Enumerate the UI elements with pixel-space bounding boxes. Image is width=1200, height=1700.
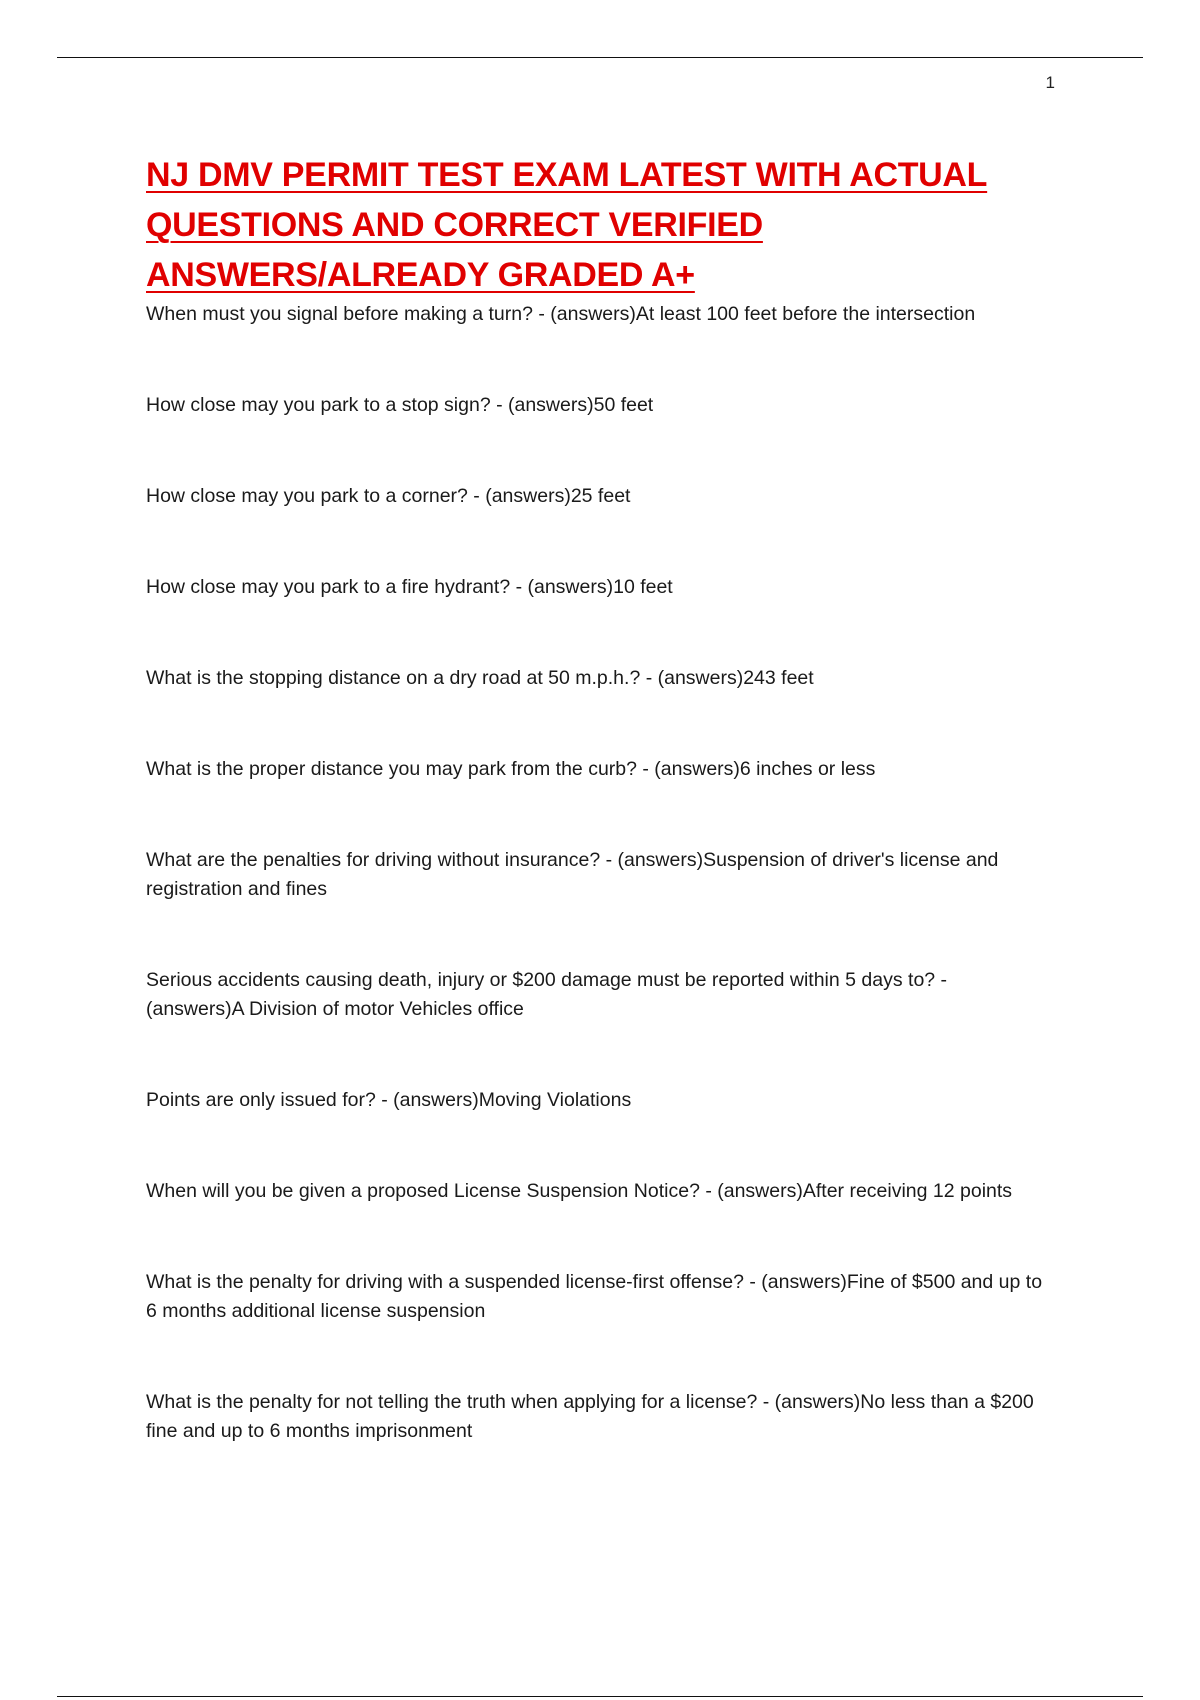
qa-item: What is the penalty for not telling the truth when applying for a license? - (answers)No less than a $200 fine and up to 6 months imprisonment <box>146 1391 1034 1442</box>
qa-item: When will you be given a proposed License Suspension Notice? - (answers)After receiving 12 points <box>146 1180 1013 1202</box>
qa-item: How close may you park to a fire hydrant? - (answers)10 feet <box>146 576 673 598</box>
qa-item: Serious accidents causing death, injury or $200 damage must be reported within 5 days to? - (answers)A Division of motor Vehicles office <box>146 969 948 1020</box>
document-body <box>146 150 1046 1446</box>
qa-item: Points are only issued for? - (answers)Moving Violations <box>146 1089 632 1111</box>
qa-item: When must you signal before making a turn? - (answers)At least 100 feet before the intersection <box>146 303 976 325</box>
header-rule <box>57 57 1143 58</box>
page-number: 1 <box>1045 73 1055 92</box>
qa-item: How close may you park to a stop sign? - (answers)50 feet <box>146 394 654 416</box>
qa-item: How close may you park to a corner? - (answers)25 feet <box>146 485 631 507</box>
footer-rule <box>57 1696 1143 1697</box>
qa-item: What is the penalty for driving with a suspended license-first offense? - (answers)Fine of $500 and up to 6 months additional license suspension <box>146 1271 1043 1322</box>
qa-item: What is the stopping distance on a dry road at 50 m.p.h.? - (answers)243 feet <box>146 667 814 689</box>
qa-item: What are the penalties for driving without insurance? - (answers)Suspension of driver's license and registration and fines <box>146 849 999 900</box>
qa-item: What is the proper distance you may park from the curb? - (answers)6 inches or less <box>146 758 876 780</box>
document-title: NJ DMV PERMIT TEST EXAM LATEST WITH ACTUAL QUESTIONS AND CORRECT VERIFIED ANSWERS/ALREADY GRADED A+ <box>146 156 988 294</box>
